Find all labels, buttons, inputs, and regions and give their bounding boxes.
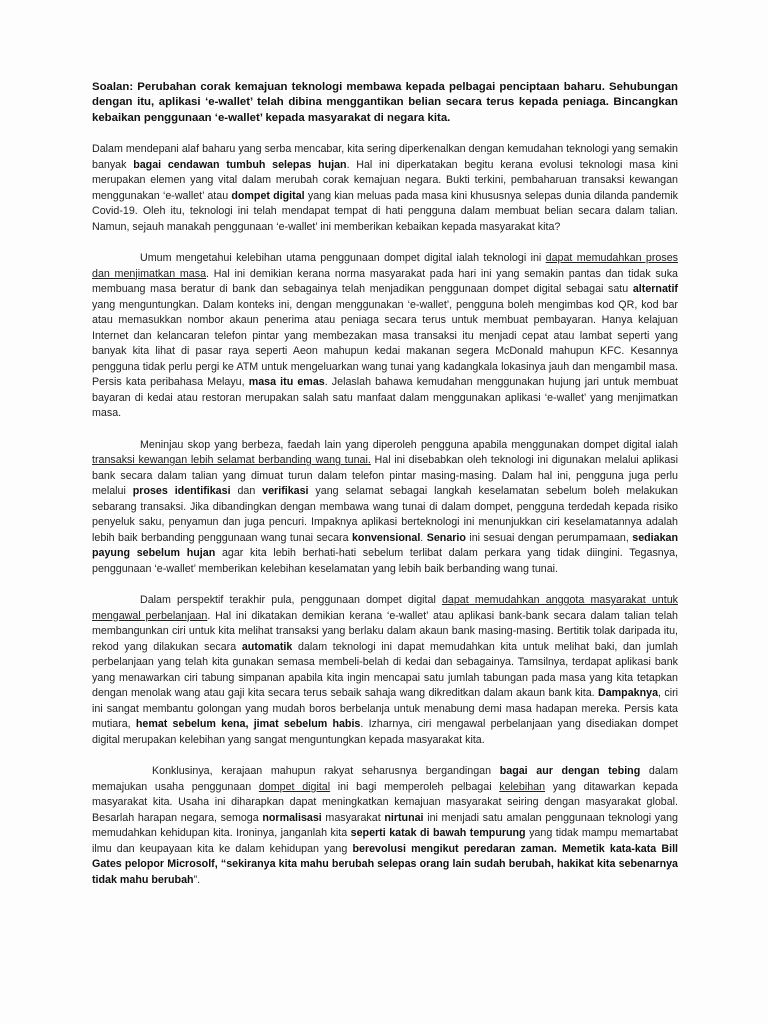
bold-phrase: sediakan payung sebelum hujan (92, 531, 678, 560)
text-run: . Jelaslah bahawa kemudahan menggunakan hujung jari untuk membuat bayaran di kedai atau restoran merupakan salah satu manfaat dalam menggunakan aplikasi ‘e-wallet’ yang menjimatkan masa. (92, 376, 678, 420)
text-run: dan (230, 485, 263, 498)
paragraph-point-1 (92, 251, 678, 422)
bold-phrase: nirtunai (384, 811, 424, 824)
underlined-phrase: dompet digital (258, 780, 331, 793)
text-run: . Izharnya, ciri mengawal perbelanjaan yang disediakan dompet digital merupakan kelebihan yang sangat menguntungkan kepada masyarakat kita. (92, 718, 679, 746)
bold-phrase: Dampaknya (598, 687, 659, 700)
bold-phrase: alternatif (632, 283, 678, 296)
bold-phrase: verifikasi (262, 485, 309, 498)
bold-phrase: konvensional (351, 531, 421, 544)
text-run: yang tidak mampu memartabat ilmu dan keupayaan kita ke dalam kehidupan yang (92, 827, 678, 855)
bold-phrase: hemat sebelum kena, jimat sebelum habis (135, 718, 361, 731)
underlined-phrase: dapat memudahkan anggota masyarakat untuk mengawal perbelanjaan (92, 594, 678, 622)
text-run: , ciri ini sangat membantu golongan yang mudah boros berbelanja untuk menabung demi masa hadapan mereka. Persis kata mutiara, (92, 687, 679, 731)
bold-phrase: seperti katak di bawah tempurung (350, 827, 526, 840)
text-run: yang selamat sebagai langkah keselamatan sebelum boleh melakukan sebarang transaksi. Jika dibandingkan dengan membawa wang tunai di dalam dompet, pengguna terdedah kepada risiko penyeluk saku, penyamun dan juga pencuri. Impaknya aplikasi berteknologi ini menunjukkan ciri keselamatannya adalah lebih baik berbanding penggunaan wang tunai secara (92, 485, 678, 544)
text-run: . Hal ini dikatakan demikian kerana ‘e-wallet’ atau aplikasi bank-bank secara dalam talian telah membangunkan ciri untuk kita melihat transaksi yang berlaku dalam akaun bank masing-masing. Bertitik tolak daripada itu, rekod yang dilakukan secara (92, 609, 678, 653)
text-run: dalam teknologi ini dapat memudahkan kita untuk melihat baki, dan jumlah perbelanjaan yang telah kita gunakan semasa membeli-belah di kedai dan sebagainya. Tamsilnya, terdapat aplikasi bank yang menawarkan ciri tabung simpanan apabila kita ingin mencapai satu jumlah tabungan pada masa yang kita tetapkan dengan menolak wang atau gaji kita secara terus sebaik sahaja wang dikreditkan dalam akaun bank kita. (92, 640, 678, 700)
text-run: yang ditawarkan kepada masyarakat kita. Usaha ini diharapkan dapat meningkatkan kemajuan masyarakat seiring dengan masyarakat global. Besarlah harapan negara, semoga (92, 780, 679, 824)
bold-phrase: automatik (241, 640, 293, 653)
text-run: Dalam perspektif terakhir pula, penggunaan dompet digital (140, 594, 442, 607)
bold-phrase: berevolusi mengikut peredaran zaman. Memetik kata-kata Bill Gates pelopor Microsolf, “sekiranya kita mahu berubah selepas orang lain sudah berubah, hakikat kita sebenarnya tidak mahu berubah (92, 842, 679, 886)
text-run: masyarakat (321, 811, 385, 824)
text-run: yang kian meluas pada masa kini khususnya selepas dunia dilanda pandemik Covid-19. Oleh itu, teknologi ini telah mendapat tempat di hati pengguna dalam membuat belian secara dalam talian. Namun, sejauh manakah penggunaan ‘e-wallet’ ini memberikan kebaikan kepada masyarakat kita? (92, 189, 679, 233)
text-run: Meninjau skop yang berbeza, faedah lain yang diperoleh pengguna apabila menggunakan dompet digital ialah (140, 438, 678, 451)
bold-phrase: dompet digital (231, 189, 305, 202)
paragraph-introduction (92, 142, 678, 235)
bold-phrase: Senario (426, 531, 466, 544)
underlined-phrase: kelebihan (499, 780, 546, 793)
bold-phrase: normalisasi (262, 811, 322, 824)
essay-question: Soalan: Perubahan corak kemajuan teknologi membawa kepada pelbagai penciptaan baharu. Sehubungan dengan itu, aplikasi ‘e-wallet’ telah dibina menggantikan belian secara terus kepada peniaga. Bincangkan kebaikan penggunaan ‘e-wallet’ kepada masyarakat di negara kita. (92, 81, 678, 124)
text-run: Hal ini disebabkan oleh teknologi ini digunakan melalui aplikasi bank secara dalam talian yang dimuat turun dalam telefon pintar masing-masing. Dalam hal ini, pengguna juga perlu melalui (92, 454, 678, 498)
bold-phrase: proses identifikasi (132, 485, 231, 498)
text-run: ini bagi memperoleh pelbagai (330, 780, 500, 793)
paragraph-point-3 (92, 593, 678, 748)
text-run: . Hal ini demikian kerana norma masyarakat pada hari ini yang semakin pantas dan tidak suka membuang masa beratur di bank dan sebagainya telah menjadikan penggunaan dompet digital sebagai satu (92, 267, 678, 296)
text-run: ”. (193, 873, 201, 886)
text-run: yang menguntungkan. Dalam konteks ini, dengan menggunakan ‘e-wallet’, pengguna boleh mengimbas kod QR, kod bar atau memasukkan nombor akaun penerima atau peniaga secara terus untuk membuat pembayaran. Hanya kelajuan Internet dan kelancaran telefon pintar yang membezakan masa transaksi itu menjadi cepat atau lambat seperti yang banyak kita lihat di pasar raya seperti Aeon mahupun kedai makanan segera McDonald mahupun KFC. Kesannya pengguna tidak perlu pergi ke ATM untuk mengeluarkan wang tunai yang kadangkala lokasinya jauh dan mengambil masa. Persis kata peribahasa Melayu, (92, 298, 678, 389)
text-run: Konklusinya, kerajaan mahupun rakyat seharusnya bergandingan (152, 765, 500, 778)
paragraph-point-2 (92, 438, 678, 578)
bold-phrase: masa itu emas (248, 376, 325, 389)
text-run: Umum mengetahui kelebihan utama penggunaan dompet digital ialah teknologi ini (140, 252, 546, 265)
text-run: . Hal ini diperkatakan begitu kerana evolusi teknologi masa kini merupakan elemen yang vital dalam merubah corak kemajuan negara. Bukti terkini, pembaharuan transaksi kewangan menggunakan ‘e-wallet’ atau (92, 158, 678, 202)
text-run: ini menjadi satu amalan penggunaan teknologi yang memudahkan kehidupan kita. Ironinya, janganlah kita (92, 811, 678, 840)
text-run: ini sesuai dengan perumpamaan, (465, 531, 633, 544)
text-run: agar kita lebih berhati-hati sebelum terlibat dalam perkara yang tidak diingini. Tegasnya, penggunaan ‘e-wallet’ memberikan kelebihan keselamatan yang lebih baik berbanding wang tunai. (92, 547, 678, 575)
bold-phrase: bagai cendawan tumbuh selepas hujan (133, 158, 347, 171)
underlined-phrase: dapat memudahkan proses dan menjimatkan masa (92, 252, 678, 280)
underlined-phrase: transaksi kewangan lebih selamat berbanding wang tunai. (92, 454, 371, 467)
paragraph-conclusion (92, 764, 678, 888)
text-run: Dalam mendepani alaf baharu yang serba mencabar, kita sering diperkenalkan dengan kemudahan teknologi yang semakin banyak (92, 143, 678, 171)
bold-phrase: bagai aur dengan tebing (499, 765, 641, 778)
text-run: . (420, 531, 427, 544)
text-run: dalam memajukan usaha penggunaan (92, 765, 678, 793)
